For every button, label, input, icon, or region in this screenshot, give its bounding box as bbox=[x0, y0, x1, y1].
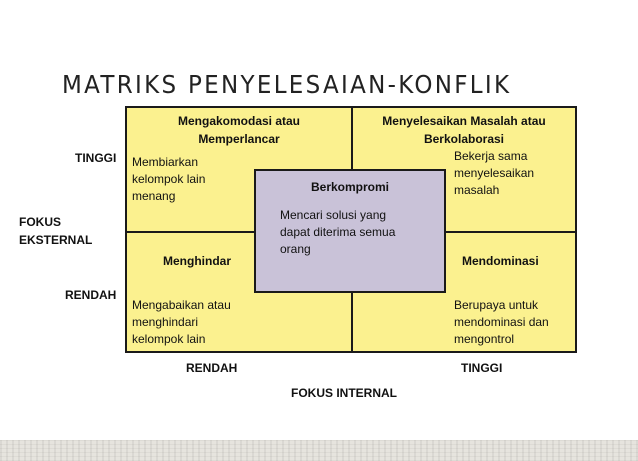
diagram-title: MATRIKS PENYELESAIAN-KONFLIK bbox=[62, 70, 512, 99]
x-axis-title: FOKUS INTERNAL bbox=[291, 386, 397, 400]
quadrant-dominate-title: Mendominasi bbox=[462, 254, 539, 268]
y-axis-title-line: EKSTERNAL bbox=[19, 233, 93, 247]
quadrant-text-line: masalah bbox=[454, 183, 500, 197]
quadrant-text-line: Bekerja sama bbox=[454, 149, 528, 163]
quadrant-text-line: mendominasi dan bbox=[454, 315, 549, 329]
y-axis-title-line: FOKUS bbox=[19, 215, 61, 229]
quadrant-title-line: Memperlancar bbox=[198, 132, 280, 146]
quadrant-text-line: menghindari bbox=[132, 315, 199, 329]
quadrant-title-line: Mengakomodasi atau bbox=[177, 114, 301, 128]
y-axis-high-label: TINGGI bbox=[75, 151, 117, 165]
quadrant-text-line: menang bbox=[132, 189, 176, 203]
x-axis-high-label: TINGGI bbox=[461, 361, 503, 375]
quadrant-avoid-text bbox=[132, 297, 231, 348]
quadrant-accommodate-text bbox=[132, 154, 205, 205]
quadrant-collaborate-title bbox=[353, 112, 575, 148]
y-axis-title bbox=[19, 213, 92, 249]
compromise-text-line: orang bbox=[280, 242, 311, 256]
compromise-box bbox=[254, 169, 446, 293]
quadrant-text-line: kelompok lain bbox=[132, 172, 206, 186]
compromise-text-line: Mencari solusi yang bbox=[280, 208, 387, 222]
compromise-title: Berkompromi bbox=[310, 180, 390, 194]
quadrant-text-line: menyelesaikan bbox=[454, 166, 535, 180]
quadrant-text-line: Berupaya untuk bbox=[454, 298, 539, 312]
quadrant-collaborate-text bbox=[454, 148, 534, 199]
compromise-text bbox=[280, 207, 440, 258]
compromise-text-line: dapat diterima semua bbox=[280, 225, 396, 239]
quadrant-title-line: Berkolaborasi bbox=[423, 132, 505, 146]
quadrant-accommodate-title bbox=[127, 112, 351, 148]
footer-texture bbox=[0, 440, 638, 461]
quadrant-text-line: Mengabaikan atau bbox=[132, 298, 231, 312]
y-axis-low-label: RENDAH bbox=[65, 288, 117, 302]
quadrant-avoid-title: Menghindar bbox=[163, 254, 231, 268]
quadrant-text-line: mengontrol bbox=[454, 332, 515, 346]
quadrant-text-line: Membiarkan bbox=[132, 155, 199, 169]
quadrant-text-line: kelompok lain bbox=[132, 332, 206, 346]
quadrant-dominate-text bbox=[454, 297, 549, 348]
quadrant-title-line: Menyelesaikan Masalah atau bbox=[382, 114, 546, 128]
x-axis-low-label: RENDAH bbox=[186, 361, 238, 375]
